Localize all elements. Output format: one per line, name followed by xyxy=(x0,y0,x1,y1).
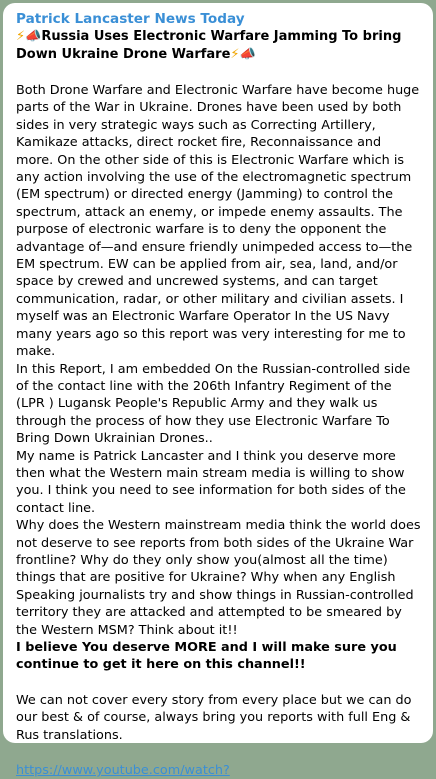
spacer xyxy=(16,64,421,82)
lightning-icon: ⚡ xyxy=(230,47,240,62)
body-paragraph-author: My name is Patrick Lancaster and I think you deserve more then what the Western main stream media is willing to show you. I think you need to see information for both sides of the contact line. xyxy=(16,448,410,516)
spacer xyxy=(16,674,421,692)
post-title xyxy=(16,28,421,64)
channel-name[interactable]: Patrick Lancaster News Today xyxy=(16,11,245,27)
body-paragraph-ew-intro: Both Drone Warfare and Electronic Warfare have become huge parts of the War in Ukraine. Drones have been used by both sides in very strategic ways such as Correcting Artillery, Kamikaze attacks, direct rocket fire, Reconnaissance and more. On the other side of this is Electronic Warfare which is any action involving the use of the electromagnetic spectrum (EM spectrum) or directed energy (Jamming) to control the spectrum, attack an enemy, or impede enemy assaults. The purpose of electronic warfare is to deny the opponent the advantage of—and ensure friendly unimpeded access to—the EM spectrum. EW can be applied from air, sea, land, and/or space by crewed and uncrewed systems, and can target communication, radar, or other military and civilian assets. I myself was an Electronic Warfare Operator In the US Navy many years ago so this report was very interesting for me to make. xyxy=(16,83,424,360)
spacer xyxy=(16,744,421,762)
body-paragraph-bold: I believe You deserve MORE and I will make sure you continue to get it here on this channel!! xyxy=(16,640,402,673)
youtube-link[interactable]: https://www.youtube.com/watch? xyxy=(16,763,230,779)
body-paragraph-closing: We can not cover every story from every place but we can do our best & of course, always bring you reports with full Eng & Rus translations. xyxy=(16,692,416,743)
body-paragraph-questions: Why does the Western mainstream media think the world does not deserve to see reports from both sides of the Ukraine War frontline? Why do they only show you(almost all the time) things that are positive for Ukraine? Why when any English Speaking journalists try and show things in Russian-controlled territory they are attacked and attempted to be smeared by the Western MSM? Think about it!! xyxy=(16,518,425,638)
lightning-icon: ⚡ xyxy=(16,29,26,44)
megaphone-icon: 📣 xyxy=(239,47,256,62)
post-title-text: Russia Uses Electronic Warfare Jamming To bring Down Ukraine Drone Warfare xyxy=(16,29,402,62)
megaphone-icon: 📣 xyxy=(25,29,42,44)
message-bubble xyxy=(3,3,433,779)
body-paragraph-report: In this Report, I am embedded On the Russian-controlled side of the contact line with the 206th Infantry Regiment of the (LPR ) Lugansk People's Republic Army and they walk us through the process of how they use Electronic Warfare To Bring Down Ukrainian Drones.. xyxy=(16,361,415,447)
